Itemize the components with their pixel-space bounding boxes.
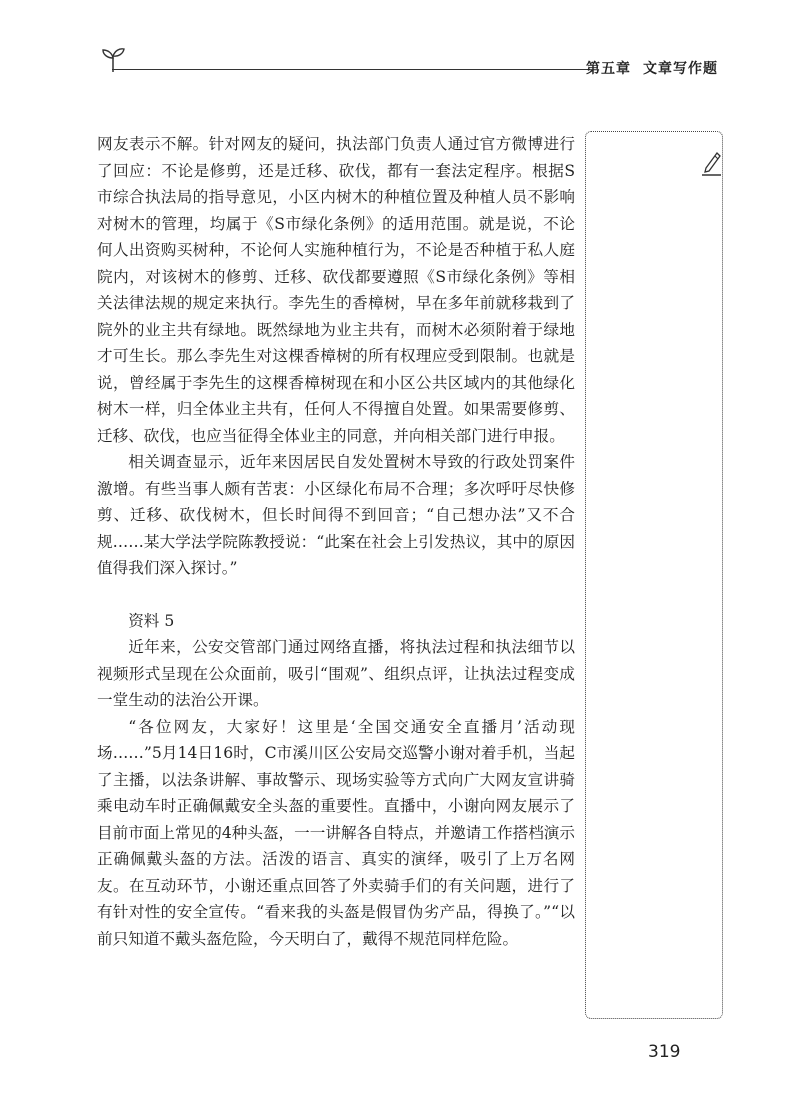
pen-icon xyxy=(700,148,722,178)
chapter-heading xyxy=(586,58,718,78)
section-label: 资料 5 xyxy=(128,611,175,630)
page-number: 319 xyxy=(648,1042,681,1062)
body-paragraph: 近年来，公安交管部门通过网络直播，将执法过程和执法细节以视频形式呈现在公众面前，吸引“围观”、组织点评，让执法过程变成一堂生动的法治公开课。 xyxy=(97,638,575,709)
notes-margin-box xyxy=(585,131,723,1019)
body-paragraph: “各位网友，大家好！这里是‘全国交通安全直播月’活动现场……”5月14日16时，C市溪川区公安局交巡警小谢对着手机，当起了主播，以法条讲解、事故警示、现场实验等方式向广大网友宣讲骑乘电动车时正确佩戴安全头盔的重要性。直播中，小谢向网友展示了目前市面上常见的4种头盔，一一讲解各自特点，并邀请工作搭档演示正确佩戴头盔的方法。活泼的语言、真实的演绎，吸引了上万名网友。在互动环节，小谢还重点回答了外卖骑手们的有关问题，进行了有针对性的安全宣传。“看来我的头盔是假冒伪劣产品，得换了。”“以前只知道不戴头盔危险，今天明白了，戴得不规范同样危险。 xyxy=(97,717,575,948)
chapter-number: 第五章 xyxy=(586,61,631,77)
body-paragraph: 网友表示不解。针对网友的疑问，执法部门负责人通过官方微博进行了回应：不论是修剪，还是迁移、砍伐，都有一套法定程序。根据S市综合执法局的指导意见，小区内树木的种植位置及种植人员不影响对树木的管理，均属于《S市绿化条例》的适用范围。就是说，不论何人出资购买树种，不论何人实施种植行为，不论是否种植于私人庭院内，对该树木的修剪、迁移、砍伐都要遵照《S市绿化条例》等相关法律法规的规定来执行。李先生的香樟树，早在多年前就移栽到了院外的业主共有绿地。既然绿地为业主共有，而树木必须附着于绿地才可生长。那么李先生对这棵香樟树的所有权理应受到限制。也就是说，曾经属于李先生的这棵香樟树现在和小区公共区域内的其他绿化树木一样，归全体业主共有，任何人不得擅自处置。如果需要修剪、迁移、砍伐，也应当征得全体业主的同意，并向相关部门进行申报。 xyxy=(97,135,575,445)
body-paragraph: 相关调查显示，近年来因居民自发处置树木导致的行政处罚案件激增。有些当事人颇有苦衷：小区绿化布局不合理；多次呼吁尽快修剪、迁移、砍伐树木，但长时间得不到回音；“自己想办法”又不合规……某大学法学院陈教授说：“此案在社会上引发热议，其中的原因值得我们深入探讨。” xyxy=(97,453,575,577)
page-header xyxy=(90,44,718,84)
main-text-column xyxy=(97,131,575,952)
header-rule xyxy=(112,69,590,70)
chapter-title: 文章写作题 xyxy=(643,61,718,77)
